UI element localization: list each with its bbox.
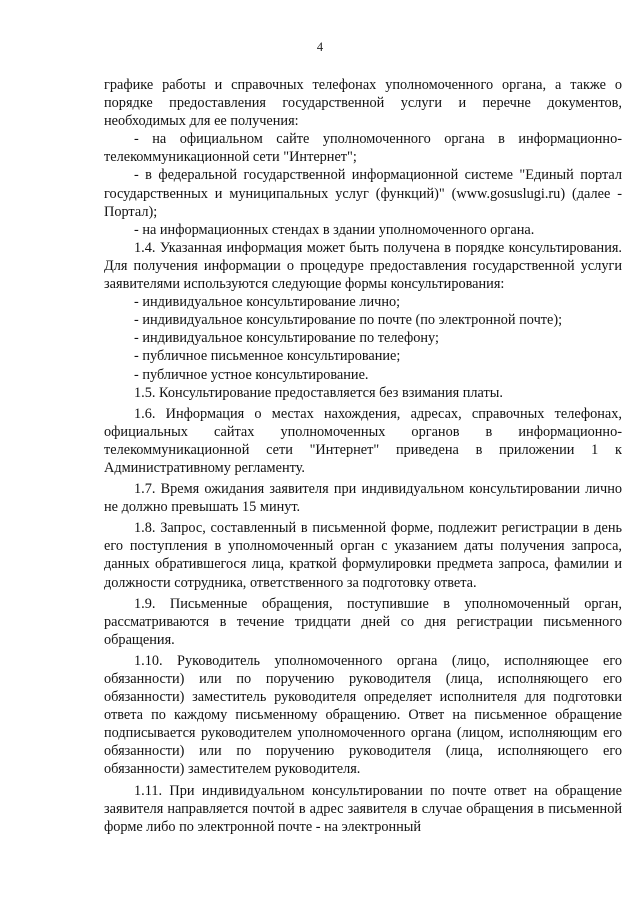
list-item: - на официальном сайте уполномоченного органа в информационно-телекоммуникационной сети "Интернет"; (104, 131, 622, 166)
list-item: - на информационных стендах в здании уполномоченного органа. (134, 221, 535, 238)
paragraph-1-5: 1.5. Консультирование предоставляется без взимания платы. (134, 384, 503, 401)
list-item: - индивидуальное консультирование лично; (134, 294, 401, 311)
paragraph-continuation: графике работы и справочных телефонах уполномоченного органа, а также о порядке предоставления государственной услуги и перечне документов, необходимых для ее получения: (104, 77, 622, 130)
list-item: - индивидуальное консультирование по почте (по электронной почте); (134, 312, 563, 329)
list-item: - индивидуальное консультирование по телефону; (134, 330, 439, 347)
paragraph-1-8: 1.8. Запрос, составленный в письменной форме, подлежит регистрации в день его поступления в уполномоченный орган с указанием даты получения запроса, данных обратившегося лица, краткой формулировки предмета запроса, фамилии и должности сотрудника, ответственного за подготовку ответа. (104, 520, 622, 591)
paragraph-1-10: 1.10. Руководитель уполномоченного органа (лицо, исполняющее его обязанности) или по поручению руководителя (лица, исполняющего его обязанности) заместитель руководителя определяет исполнителя для подготовки ответа по каждому письменному обращению. Ответ на письменное обращение подписывается руководителем уполномоченного органа (лицом, исполняющим его обязанности) или по поручению руководителя (лица, исполняющего его обязанности) заместителем руководителя. (104, 652, 622, 778)
paragraph-1-7: 1.7. Время ожидания заявителя при индивидуальном консультировании лично не должно превышать 15 минут. (104, 481, 622, 516)
list-item: - в федеральной государственной информационной системе "Единый портал государственных и муниципальных услуг (функций)" (www.gosuslugi.ru) (далее - Портал); (104, 167, 622, 220)
page-number: 4 (316, 40, 324, 54)
paragraph-1-11: 1.11. При индивидуальном консультировании по почте ответ на обращение заявителя направляется почтой в адрес заявителя в случае обращения в письменной форме либо по электронной почте - на электронный (104, 782, 622, 835)
paragraph-1-9: 1.9. Письменные обращения, поступившие в уполномоченный орган, рассматриваются в течение тридцати дней со дня регистрации письменного обращения. (104, 595, 622, 648)
list-item: - публичное письменное консультирование; (134, 348, 401, 365)
paragraph-1-6: 1.6. Информация о местах нахождения, адресах, справочных телефонах, официальных сайтах уполномоченных органов в информационно-телекоммуникационной сети "Интернет" приведена в приложении 1 к Административному регламенту. (104, 405, 622, 476)
list-item: - публичное устное консультирование. (134, 366, 369, 383)
document-body (104, 76, 622, 836)
paragraph-1-4: 1.4. Указанная информация может быть получена в порядке консультирования. Для получения информации о процедуре предоставления государственной услуги заявителями используются следующие формы консультирования: (104, 239, 622, 293)
